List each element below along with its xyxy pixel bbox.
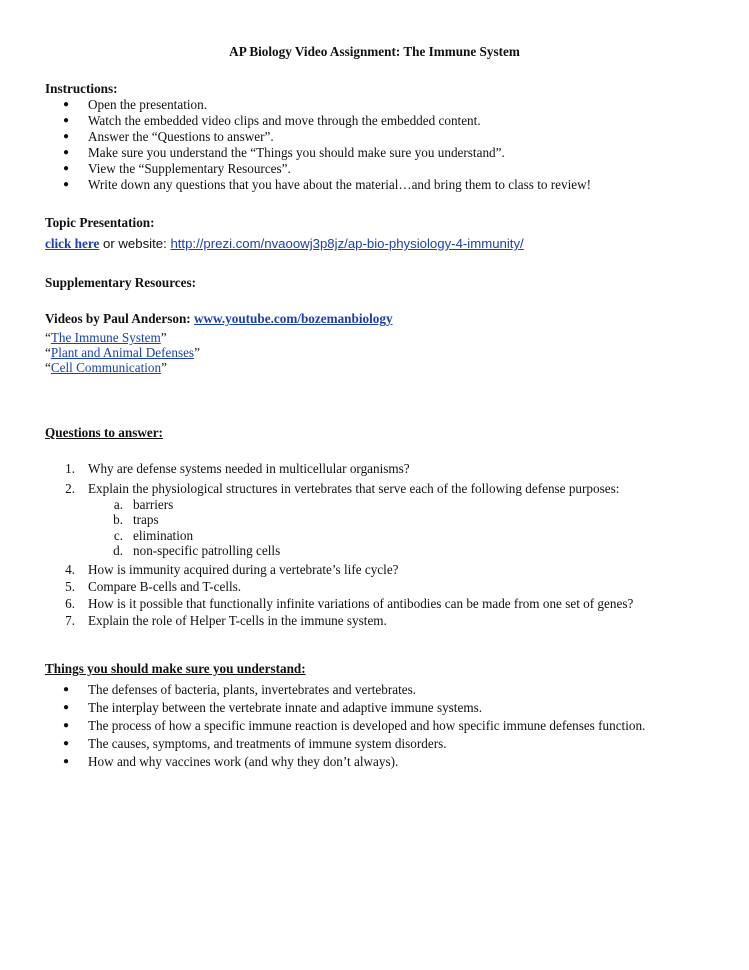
close-quote: ” <box>160 330 167 345</box>
open-quote: “ <box>45 360 51 375</box>
prezi-link[interactable]: http://prezi.com/nvaoowj3p8jz/ap-bio-physiology-4-immunity/ <box>170 236 524 251</box>
question-text: Explain the physiological structures in vertebrates that serve each of the following defense purposes: <box>88 481 620 496</box>
question-text: Why are defense systems needed in multicellular organisms? <box>88 461 410 476</box>
understand-item: The defenses of bacteria, plants, invertebrates and vertebrates. <box>88 682 417 697</box>
question-number: 4. <box>65 562 75 577</box>
understand-item: The interplay between the vertebrate innate and adaptive immune systems. <box>88 700 483 715</box>
or-website-text: or website: <box>99 236 171 251</box>
instruction-item: Answer the “Questions to answer”. <box>88 129 274 144</box>
sub-item-text: traps <box>133 512 159 527</box>
bullet-icon: ● <box>63 179 70 190</box>
instruction-item: Open the presentation. <box>88 97 208 112</box>
sub-item-letter: a. <box>113 497 123 512</box>
bullet-icon: ● <box>63 115 70 126</box>
sub-item-letter: b. <box>113 512 123 527</box>
understand-item: The process of how a specific immune reaction is developed and how specific immune defenses function. <box>88 718 646 733</box>
bullet-icon: ● <box>63 163 70 174</box>
video-link-immune-system[interactable]: The Immune System <box>50 330 161 345</box>
question-number: 2. <box>65 481 75 496</box>
document-title: AP Biology Video Assignment: The Immune System <box>229 44 520 59</box>
videos-label: Videos by Paul Anderson: <box>45 311 194 326</box>
bullet-icon: ● <box>63 684 70 695</box>
video-item <box>45 345 200 361</box>
sub-item-text: non-specific patrolling cells <box>133 543 281 558</box>
video-link-cell-communication[interactable]: Cell Communication <box>50 360 162 375</box>
topic-heading: Topic Presentation: <box>45 215 155 230</box>
question-number: 1. <box>65 461 75 476</box>
sub-item-letter: d. <box>113 543 123 558</box>
video-item <box>45 360 167 376</box>
bullet-icon: ● <box>63 147 70 158</box>
click-here-link[interactable]: click here <box>45 236 100 251</box>
close-quote: ” <box>161 360 167 375</box>
sub-item-letter: c. <box>113 528 123 543</box>
understand-item: How and why vaccines work (and why they don’t always). <box>88 754 399 769</box>
questions-heading: Questions to answer: <box>45 425 163 440</box>
sub-item-text: barriers <box>133 497 174 512</box>
question-number: 5. <box>65 579 75 594</box>
question-number: 7. <box>65 613 75 628</box>
close-quote: ” <box>194 345 200 360</box>
question-number: 6. <box>65 596 75 611</box>
youtube-link[interactable]: www.youtube.com/bozemanbiology <box>194 311 393 326</box>
bullet-icon: ● <box>63 756 70 767</box>
open-quote: “ <box>45 330 51 345</box>
video-item <box>45 330 167 346</box>
question-text: How is it possible that functionally infinite variations of antibodies can be made from one set of genes? <box>88 596 634 611</box>
bullet-icon: ● <box>63 99 70 110</box>
bullet-icon: ● <box>63 702 70 713</box>
bullet-icon: ● <box>63 720 70 731</box>
bullet-icon: ● <box>63 131 70 142</box>
open-quote: “ <box>45 345 51 360</box>
question-text: How is immunity acquired during a vertebrate’s life cycle? <box>88 562 399 577</box>
instructions-heading: Instructions: <box>45 81 118 96</box>
sub-item-text: elimination <box>133 528 194 543</box>
instruction-item: Write down any questions that you have about the material…and bring them to class to review! <box>88 177 592 192</box>
understand-item: The causes, symptoms, and treatments of immune system disorders. <box>88 736 447 751</box>
topic-links-line <box>45 235 524 253</box>
videos-line <box>45 311 393 327</box>
instruction-item: View the “Supplementary Resources”. <box>88 161 291 176</box>
instruction-item: Watch the embedded video clips and move through the embedded content. <box>88 113 481 128</box>
video-link-plant-animal-defenses[interactable]: Plant and Animal Defenses <box>50 345 195 360</box>
instruction-item: Make sure you understand the “Things you should make sure you understand”. <box>88 145 505 160</box>
supplementary-heading: Supplementary Resources: <box>45 275 197 290</box>
bullet-icon: ● <box>63 738 70 749</box>
question-text: Explain the role of Helper T-cells in the immune system. <box>88 613 387 628</box>
question-text: Compare B-cells and T-cells. <box>88 579 242 594</box>
understand-heading: Things you should make sure you understand: <box>45 661 306 676</box>
